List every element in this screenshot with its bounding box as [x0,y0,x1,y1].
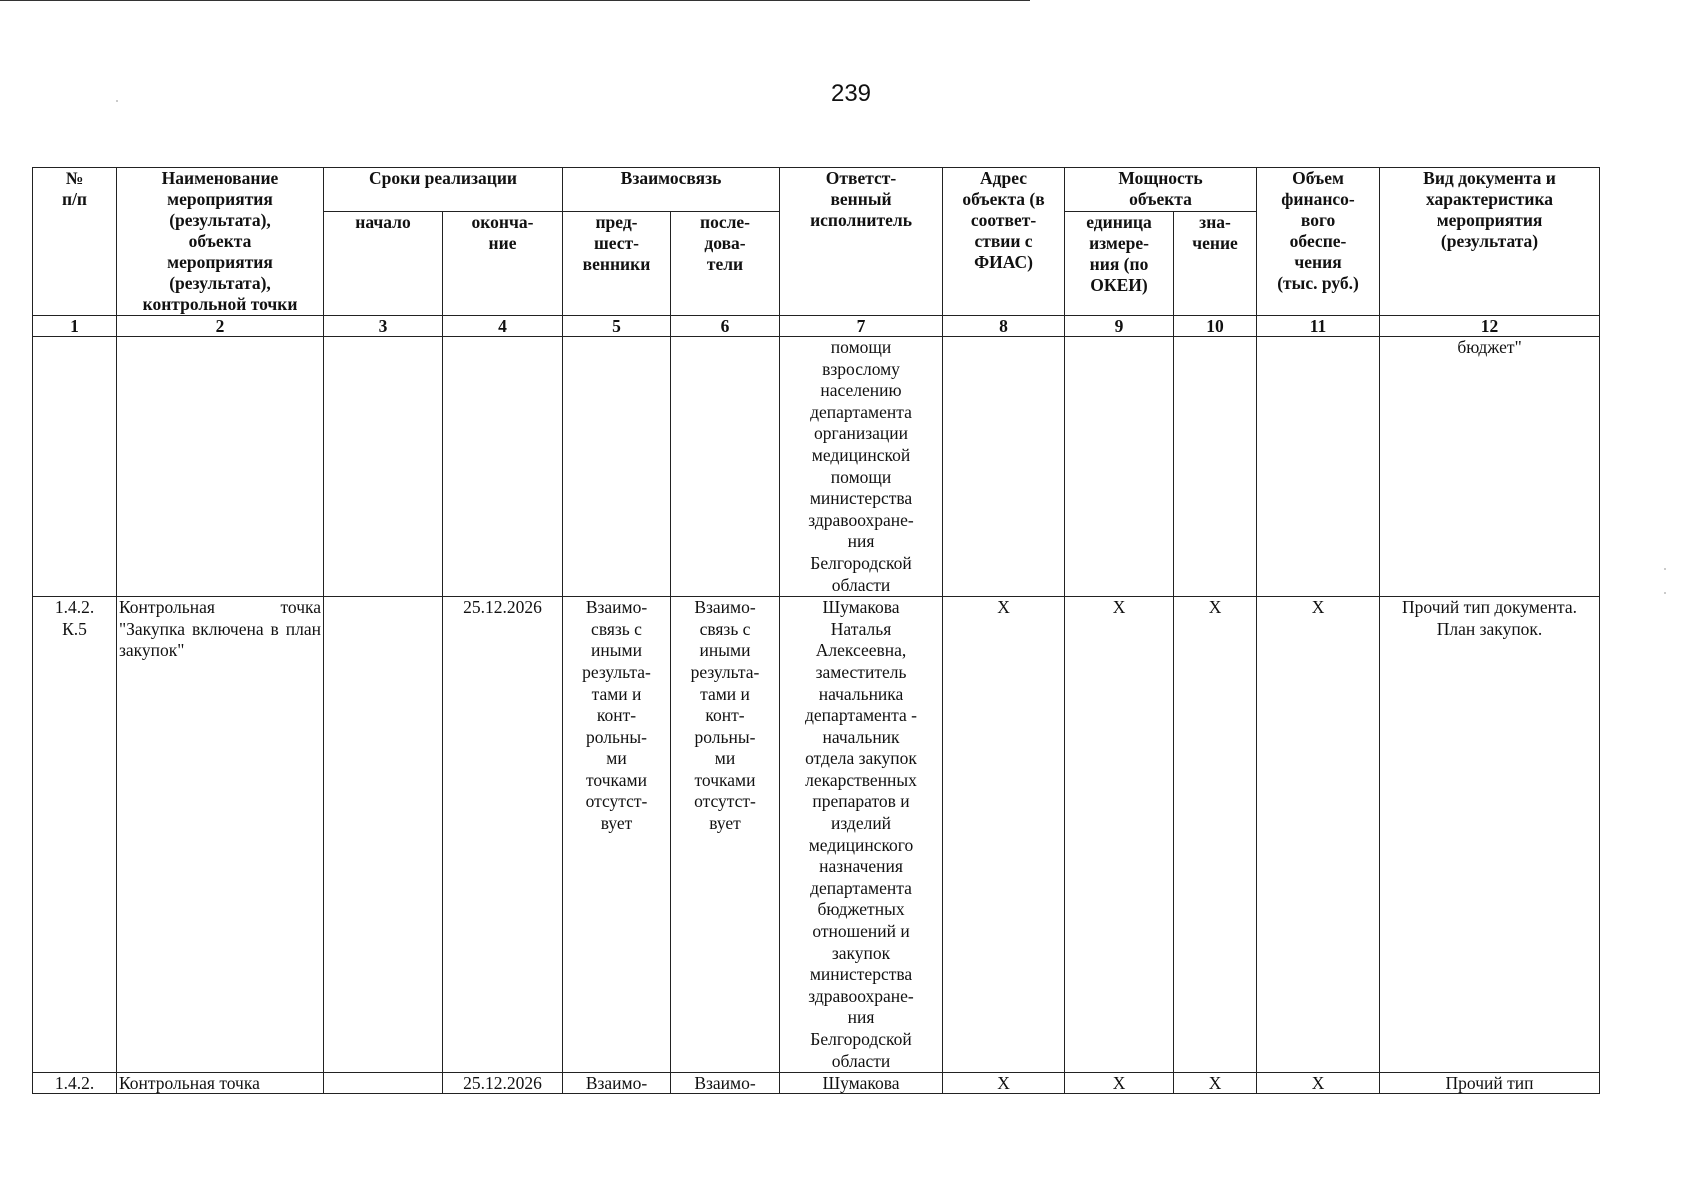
cell-financing [1257,337,1380,597]
header-link: Взаимосвязь [563,168,780,212]
cell-value: X [1174,1073,1257,1094]
cell-num: 1.4.2. К.5 [33,597,117,1073]
column-number: 6 [671,316,780,337]
cell-num: 1.4.2. [33,1073,117,1094]
cell-end: 25.12.2026 [443,1073,563,1094]
header-successors: после- дова- тели [671,211,780,315]
cell-start [324,597,443,1073]
cell-predecessors: Взаимо- [563,1073,671,1094]
cell-name [117,337,324,597]
cell-document: Прочий тип [1380,1073,1600,1094]
header-start: начало [324,211,443,315]
scan-speck [1664,592,1666,594]
cell-unit [1065,337,1174,597]
table-row [33,597,1600,1073]
cell-unit: X [1065,597,1174,1073]
cell-name: Контрольная точка [117,1073,324,1094]
column-number: 2 [117,316,324,337]
header-terms: Сроки реализации [324,168,563,212]
cell-address: X [943,597,1065,1073]
header-num: № п/п [33,168,117,316]
cell-address: X [943,1073,1065,1094]
cell-responsible: Шумакова [780,1073,943,1094]
column-number: 3 [324,316,443,337]
column-number: 11 [1257,316,1380,337]
column-number: 7 [780,316,943,337]
measures-plan-table [32,167,1600,1094]
page-top-edge [0,0,1030,1]
column-number: 12 [1380,316,1600,337]
cell-responsible: Шумакова Наталья Алексеевна, заместитель начальника департамента - начальник отдела закупок лекарственных препаратов и изделий медицинского назначения департамента бюджетных отношений и закупок министерства здравоохране- ния Белгородской области [780,597,943,1073]
cell-end: 25.12.2026 [443,597,563,1073]
scan-speck [116,100,118,102]
cell-unit: X [1065,1073,1174,1094]
cell-address [943,337,1065,597]
cell-name: Контрольная точка "Закупка включена в план закупок" [117,597,324,1073]
cell-successors [671,337,780,597]
header-financing: Объем финансо- вого обеспе- чения (тыс. руб.) [1257,168,1380,316]
cell-end [443,337,563,597]
cell-value: X [1174,597,1257,1073]
page-number: 239 [830,80,872,107]
header-responsible: Ответст- венный исполнитель [780,168,943,316]
header-address: Адрес объекта (в соответ- ствии с ФИАС) [943,168,1065,316]
cell-successors: Взаимо- [671,1073,780,1094]
table-row [33,337,1600,597]
cell-successors: Взаимо- связь с иными результа- тами и конт- рольны- ми точками отсутст- вует [671,597,780,1073]
header-name: Наименование мероприятия (результата), объекта мероприятия (результата), контрольной точки [117,168,324,316]
cell-document: Прочий тип документа. План закупок. [1380,597,1600,1073]
column-number-row [33,316,1600,337]
column-number: 5 [563,316,671,337]
column-number: 1 [33,316,117,337]
cell-num [33,337,117,597]
cell-start [324,1073,443,1094]
header-power: Мощность объекта [1065,168,1257,212]
column-number: 8 [943,316,1065,337]
cell-responsible: помощи взрослому населению департамента организации медицинской помощи министерства здравоохране- ния Белгородской области [780,337,943,597]
column-number: 9 [1065,316,1174,337]
cell-document: бюджет" [1380,337,1600,597]
cell-value [1174,337,1257,597]
header-end: оконча- ние [443,211,563,315]
header-unit: единица измере- ния (по ОКЕИ) [1065,211,1174,315]
cell-financing: X [1257,1073,1380,1094]
header-document: Вид документа и характеристика мероприятия (результата) [1380,168,1600,316]
cell-predecessors: Взаимо- связь с иными результа- тами и конт- рольны- ми точками отсутст- вует [563,597,671,1073]
cell-predecessors [563,337,671,597]
header-value: зна- чение [1174,211,1257,315]
column-number: 10 [1174,316,1257,337]
cell-financing: X [1257,597,1380,1073]
table-row [33,1073,1600,1094]
header-predecessors: пред- шест- венники [563,211,671,315]
scan-speck [1664,568,1666,570]
cell-start [324,337,443,597]
column-number: 4 [443,316,563,337]
